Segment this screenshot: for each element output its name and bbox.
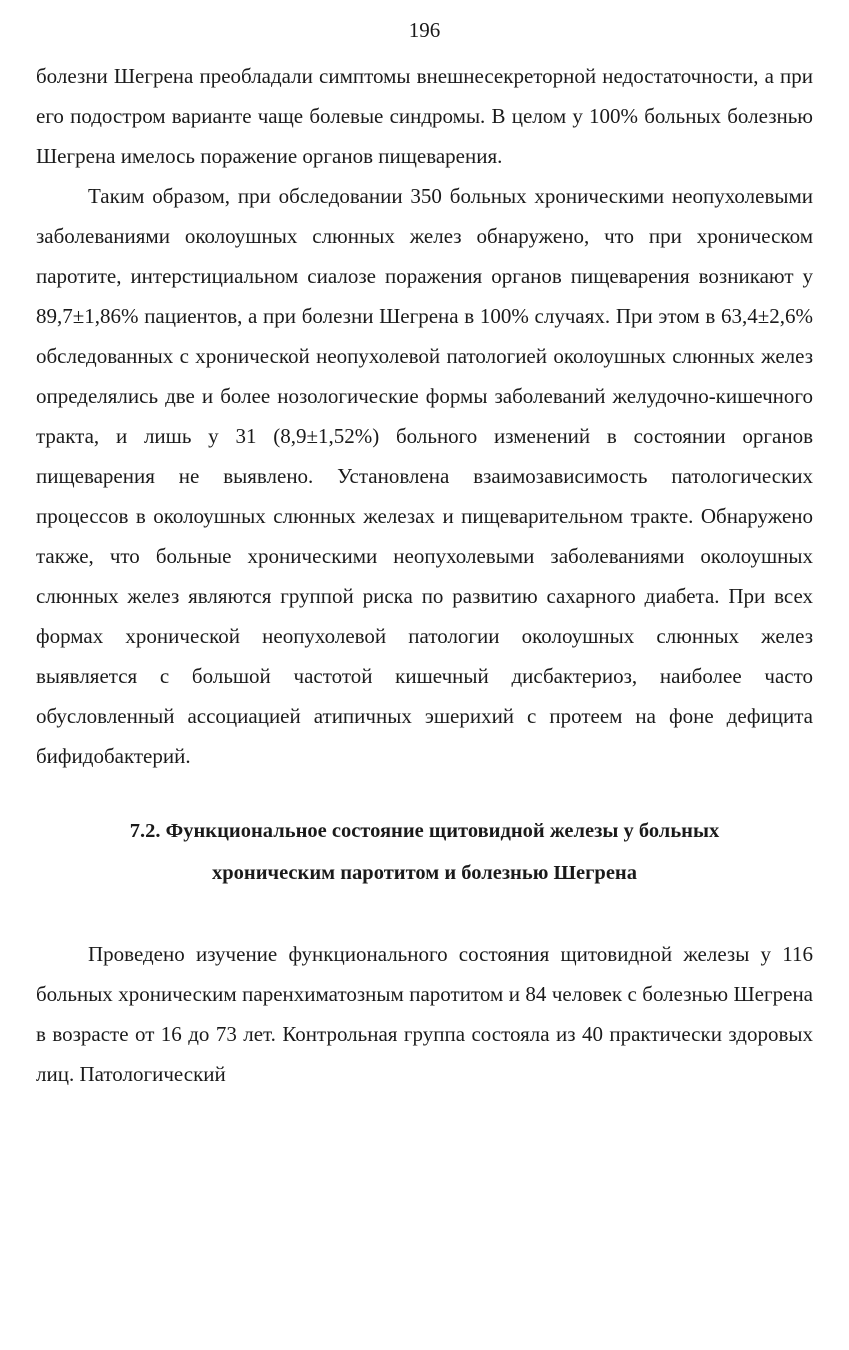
paragraph-continuation: болезни Шегрена преобладали симптомы внешнесекреторной недостаточности, а при его подостром варианте чаще болевые синдромы. В целом у 100% больных болезнью Шегрена имелось поражение органов пищеварения.: [36, 64, 813, 168]
section-heading-line-2: хроническим паротитом и болезнью Шегрена: [212, 862, 637, 884]
section-heading-line-1: 7.2. Функциональное состояние щитовидной железы у больных: [129, 820, 720, 842]
document-page: [36, 14, 813, 1094]
section-heading: [36, 810, 813, 894]
page-number: 196: [408, 18, 441, 42]
paragraph-summary: Таким образом, при обследовании 350 больных хроническими неопухолевыми заболеваниями околоушных слюнных желез обнаружено, что при хроническом паротите, интерстициальном сиалозе поражения органов пищеварения возникают у 89,7±1,86% пациентов, а при болезни Шегрена в 100% случаях. При этом в 63,4±2,6% обследованных с хронической неопухолевой патологией околоушных слюнных желез определялись две и более нозологические формы заболеваний желудочно-кишечного тракта, и лишь у 31 (8,9±1,52%) больного изменений в состоянии органов пищеварения не выявлено. Установлена взаимозависимость патологических процессов в околоушных слюнных железах и пищеварительном тракте. Обнаружено также, что больные хроническими неопухолевыми заболеваниями околоушных слюнных желез являются группой риска по развитию сахарного диабета. При всех формах хронической неопухолевой патологии околоушных слюнных желез выявляется с большой частотой кишечный дисбактериоз, наиболее часто обусловленный ассоциацией атипичных эшерихий с протеем на фоне дефицита бифидобактерий.: [36, 184, 813, 768]
paragraph-thyroid-study: Проведено изучение функционального состояния щитовидной железы у 116 больных хроническим паренхиматозным паротитом и 84 человек с болезнью Шегрена в возрасте от 16 до 73 лет. Контрольная группа состояла из 40 практически здоровых лиц. Патологический: [36, 942, 813, 1086]
